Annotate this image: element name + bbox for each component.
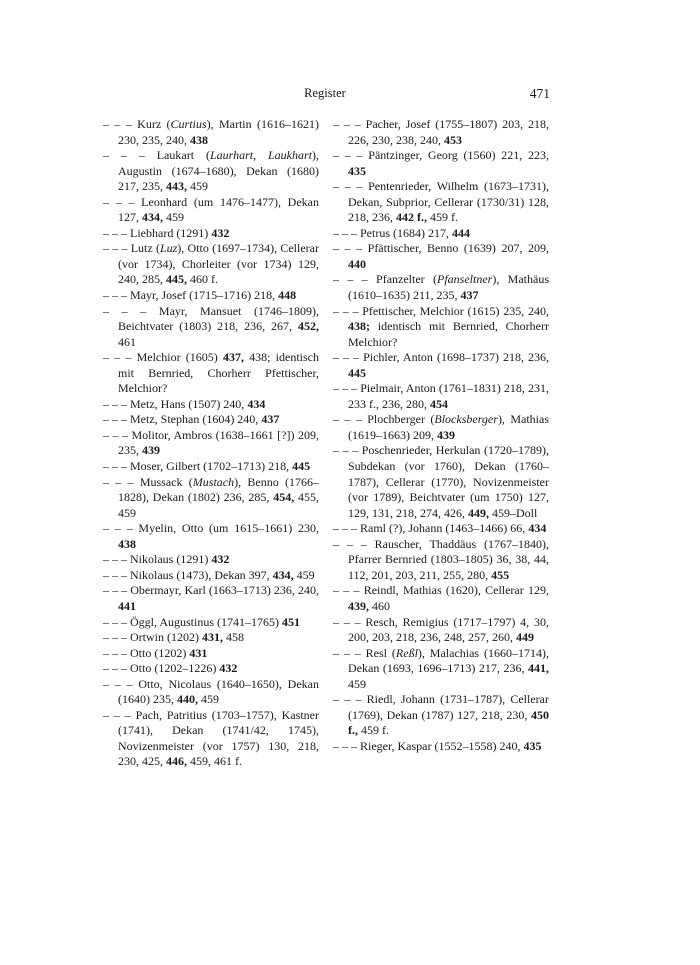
main-page-reference: 451 [282, 614, 301, 629]
main-page-reference: 450 f., [348, 707, 549, 738]
entry-text: – – – Molitor, Ambros (1638–1661 [?]) 209, 235, [103, 427, 319, 458]
index-entry [103, 521, 319, 552]
main-page-reference: 438 [118, 536, 136, 551]
main-page-reference: 434, [142, 210, 163, 225]
entry-text: 459–Doll [489, 505, 538, 520]
index-column-right [333, 117, 549, 754]
main-page-reference: 431 [189, 645, 208, 660]
entry-text: – – – Reindl, Mathias (1620), Cellerar 129, [333, 583, 549, 598]
main-page-reference: 455 [491, 567, 510, 582]
entry-text: ), Benno (1766–1828), Dekan (1802) 236, 285, [118, 474, 319, 505]
index-entry [103, 226, 319, 242]
name-variant: Laukhart [267, 148, 312, 163]
main-page-reference: 435 [523, 738, 542, 753]
main-page-reference: 454, [273, 490, 295, 505]
entry-text: – – – Plochberger ( [333, 412, 435, 427]
entry-text: ), Mathäus (1610–1635) 211, 235, [348, 272, 549, 303]
entry-text: 459 f. [358, 723, 389, 738]
index-entry [333, 381, 549, 412]
entry-text: 438; identisch mit Bernried, Chorherr Pfettischer, Melchior? [118, 350, 319, 396]
index-entry [103, 708, 319, 770]
main-page-reference: 452, [298, 319, 319, 334]
entry-text: ), Martin (1616–1621) 230, 235, 240, [118, 117, 319, 147]
entry-text: – – – Nikolaus (1473), Dekan 397, [103, 567, 273, 582]
name-variant: Reßl [395, 645, 418, 660]
entry-text: ), Mathias (1619–1663) 209, [348, 412, 549, 442]
entry-text: – – – Melchior (1605) [103, 350, 223, 365]
index-entry [333, 350, 549, 381]
entry-text: – – – Liebhard (1291) [103, 225, 212, 240]
name-variant: Laurhart [209, 148, 254, 163]
entry-text: 461 [118, 334, 136, 349]
running-head [100, 86, 550, 104]
entry-text: 459 [348, 676, 366, 691]
main-page-reference: 445 [292, 459, 311, 474]
entry-text: ), Augustin (1674–1680), Dekan (1680) 217, 235, [118, 148, 319, 194]
main-page-reference: 439 [437, 427, 455, 442]
entry-text: – – – Nikolaus (1291) [103, 552, 212, 567]
main-page-reference: 443, [166, 179, 187, 194]
entry-text: – – – Petrus (1684) 217, [333, 225, 452, 240]
main-page-reference: 437 [460, 288, 479, 303]
entry-text: 460 [369, 598, 390, 613]
main-page-reference: 431, [202, 630, 223, 645]
index-entry [103, 412, 319, 428]
entry-text: – – – Resch, Remigius (1717–1797) 4, 30, 200, 203, 218, 236, 248, 257, 260, [333, 614, 549, 645]
main-page-reference: 449, [468, 505, 489, 520]
entry-text: – – – Ortwin (1202) [103, 630, 202, 645]
entry-text: – – – Pentenrieder, Wilhelm (1673–1731), Dekan, Subprior, Cellerar (1730/31) 128, 218, 236, [333, 179, 549, 225]
index-entry [333, 646, 549, 693]
entry-text: – – – Mayr, Josef (1715–1716) 218, [103, 288, 279, 303]
entry-text: – – – Rauscher, Thaddäus (1767–1840), Pfarrer Bernried (1803–1805) 36, 38, 44, 112, 201, 203, 211, 255, 280, [333, 536, 549, 582]
index-entry [103, 630, 319, 646]
main-page-reference: 441, [528, 661, 549, 676]
main-page-reference: 432 [219, 661, 238, 676]
running-head-title: Register [304, 86, 346, 100]
name-variant: Luz [159, 241, 178, 256]
index-entry [103, 615, 319, 631]
index-entry [333, 412, 549, 443]
index-entry [333, 537, 549, 584]
main-page-reference: 444 [452, 225, 470, 240]
entry-text: 459, 461 f. [187, 754, 242, 769]
entry-text: – – – Otto, Nicolaus (1640–1650), Dekan (1640) 235, [103, 676, 319, 707]
main-page-reference: 435 [348, 163, 366, 178]
entry-text: – – – Lutz ( [103, 241, 160, 256]
main-page-reference: 434 [528, 521, 547, 536]
main-page-reference: 438; [348, 319, 370, 334]
index-entry [103, 428, 319, 459]
index-entry [333, 443, 549, 521]
main-page-reference: 446, [166, 754, 187, 769]
index-entry [103, 475, 319, 522]
entry-text: 455, 459 [118, 490, 319, 520]
main-page-reference: 449 [516, 630, 534, 645]
main-page-reference: 437, [222, 350, 244, 365]
entry-text: – – – Raml (?), Johann (1463–1466) 66, [333, 521, 529, 536]
entry-text: – – – Metz, Stephan (1604) 240, [103, 412, 262, 427]
index-column-left [103, 117, 319, 770]
entry-text: – – – Mussack ( [103, 474, 193, 489]
entry-text: – – – Moser, Gilbert (1702–1713) 218, [103, 459, 293, 474]
entry-text: 459 [293, 567, 315, 582]
entry-text: – – – Rieger, Kaspar (1552–1558) 240, [333, 738, 524, 753]
entry-text: 459 [187, 179, 208, 194]
main-page-reference: 432 [211, 225, 230, 240]
entry-text: – – – Pacher, Josef (1755–1807) 203, 218, 226, 230, 238, 240, [333, 117, 549, 147]
entry-text: 460 f. [187, 272, 218, 287]
index-entry [333, 272, 549, 303]
main-page-reference: 445 [348, 365, 366, 380]
entry-text: – – – Pichler, Anton (1698–1737) 218, 236, [333, 350, 549, 365]
index-entry [333, 117, 549, 148]
entry-text: – – – Pielmair, Anton (1761–1831) 218, 231, 233 f., 236, 280, [333, 381, 549, 411]
entry-text: – – – Metz, Hans (1507) 240, [103, 396, 248, 411]
name-variant: Pfanseltner [437, 272, 493, 287]
index-entry [103, 661, 319, 677]
entry-text: ), Otto (1697–1734), Cellerar (vor 1734), Chorleiter (vor 1734) 129, 240, 285, [118, 241, 319, 287]
entry-text: – – – Poschenrieder, Herkulan (1720–1789), Subdekan (vor 1760), Dekan (1760–1787), Cellerar (1770), Novizenmeister (vor 1789), Beichtvater (um 1750) 127, 129, 131, 218, 274, 426, [333, 443, 549, 520]
entry-text: – – – Pfettischer, Melchior (1615) 235, 240, [333, 303, 549, 318]
entry-text: – – – Myelin, Otto (um 1615–1661) 230, [103, 521, 319, 536]
name-variant: Mustach [192, 474, 235, 489]
index-entry [103, 304, 319, 351]
name-variant: Blocksberger [434, 412, 498, 427]
entry-text: – – – Resl ( [333, 645, 396, 660]
index-entry [103, 148, 319, 195]
index-entry [333, 241, 549, 272]
index-entry [333, 615, 549, 646]
index-entry [103, 459, 319, 475]
index-entry [333, 226, 549, 242]
index-entry [333, 583, 549, 614]
main-page-reference: 434, [272, 567, 294, 582]
index-entry [103, 241, 319, 288]
name-variant: Curtius [170, 117, 207, 131]
entry-text: identisch mit Bernried, Chorherr Melchior? [348, 319, 549, 349]
entry-text: – – – Obermayr, Karl (1663–1713) 236, 240, [103, 583, 319, 598]
entry-text: , [253, 148, 268, 163]
entry-text: – – – Kurz ( [103, 117, 171, 131]
main-page-reference: 432 [211, 552, 230, 567]
main-page-reference: 439 [142, 443, 160, 458]
index-entry [103, 397, 319, 413]
entry-text: – – – Öggl, Augustinus (1741–1765) [103, 614, 283, 629]
entry-text: – – – Pfättischer, Benno (1639) 207, 209, [333, 241, 549, 256]
main-page-reference: 440 [348, 256, 366, 271]
index-entry [333, 739, 549, 755]
index-entry [333, 521, 549, 537]
index-entry [103, 583, 319, 614]
page-number: 471 [529, 86, 550, 101]
index-entry [333, 179, 549, 226]
index-entry [333, 304, 549, 351]
entry-text: 459 [198, 692, 219, 707]
entry-text: – – – Pach, Patritius (1703–1757), Kastner (1741), Dekan (1741/42, 1745), Novizenmeister (vor 1757) 130, 218, 230, 425, [103, 707, 319, 769]
main-page-reference: 440, [177, 692, 198, 707]
main-page-reference: 441 [118, 598, 136, 613]
index-entry [103, 552, 319, 568]
index-entry [103, 288, 319, 304]
main-page-reference: 442 f., [396, 210, 427, 225]
entry-text: – – – Otto (1202) [103, 645, 190, 660]
index-entry [103, 568, 319, 584]
main-page-reference: 438 [190, 132, 208, 147]
index-entry [103, 350, 319, 397]
main-page-reference: 454 [430, 396, 448, 411]
entry-text: ), Malachias (1660–1714), Dekan (1693, 1696–1713) 217, 236, [348, 645, 549, 676]
entry-text: – – – Mayr, Mansuet (1746–1809), Beichtvater (1803) 218, 236, 267, [103, 303, 319, 334]
entry-text: – – – Riedl, Johann (1731–1787), Cellerar (1769), Dekan (1787) 127, 218, 230, [333, 692, 549, 722]
main-page-reference: 437 [261, 412, 280, 427]
entry-text: 458 [223, 630, 244, 645]
index-entry [103, 646, 319, 662]
entry-text: – – – Päntzinger, Georg (1560) 221, 223, [333, 148, 549, 163]
index-entry [333, 692, 549, 739]
main-page-reference: 448 [278, 288, 297, 303]
entry-text: – – – Pfanzelter ( [333, 272, 437, 287]
entry-text: – – – Leonhard (um 1476–1477), Dekan 127, [103, 194, 319, 225]
entry-text: 459 f. [427, 210, 458, 225]
main-page-reference: 434 [247, 396, 266, 411]
index-entry [103, 195, 319, 226]
entry-text: – – – Otto (1202–1226) [103, 661, 220, 676]
main-page-reference: 453 [444, 132, 462, 147]
index-entry [333, 148, 549, 179]
main-page-reference: 439, [348, 598, 369, 613]
entry-text: 459 [163, 210, 184, 225]
index-entry [103, 117, 319, 148]
index-entry [103, 677, 319, 708]
entry-text: – – – Laukart ( [103, 148, 210, 163]
main-page-reference: 445, [166, 272, 187, 287]
